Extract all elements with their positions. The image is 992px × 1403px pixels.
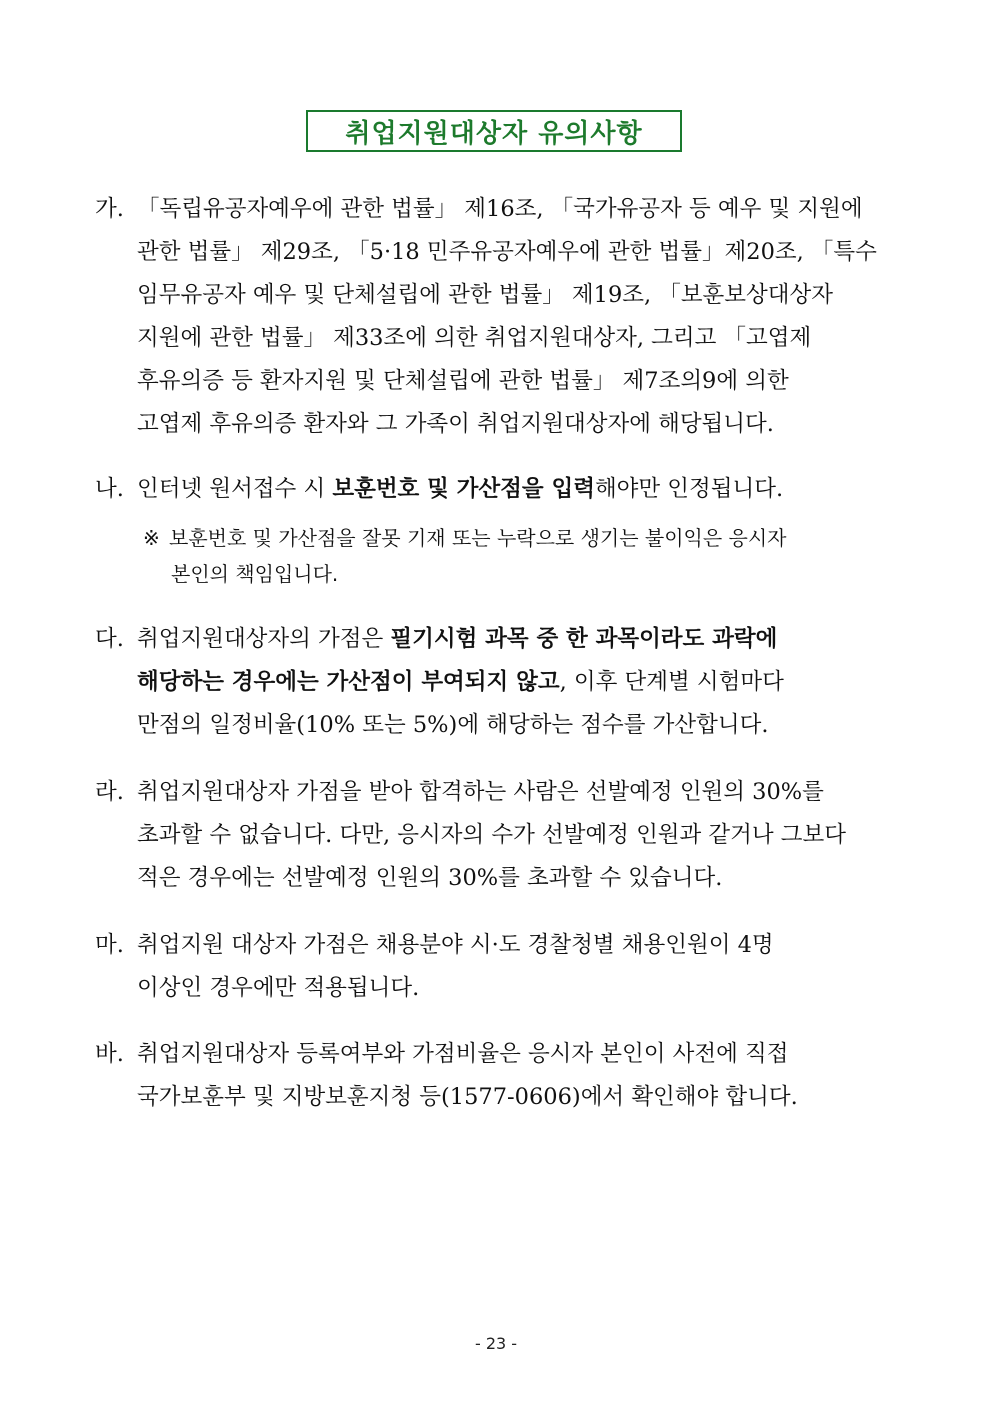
paragraph-line — [137, 618, 777, 661]
paragraph-line: 적은 경우에는 선발예정 인원의 30%를 초과할 수 있습니다. — [137, 865, 723, 891]
title-box — [306, 110, 682, 152]
text-run: 취업지원대상자의 가점은 — [137, 626, 391, 652]
section-marker: 가. — [95, 196, 124, 222]
section-marker: 바. — [95, 1041, 124, 1067]
emphasis-text: 해당하는 경우에는 가산점이 부여되지 않고 — [137, 669, 560, 695]
paragraph-line: 임무유공자 예우 및 단체설립에 관한 법률」 제19조, 「보훈보상대상자 — [137, 282, 833, 308]
paragraph-line: 이상인 경우에만 적용됩니다. — [137, 975, 420, 1001]
section-da — [95, 618, 900, 747]
text-run: 해야만 인정됩니다. — [594, 476, 784, 502]
section-ba — [95, 1033, 900, 1119]
section-ma — [95, 924, 900, 1010]
section-marker: 다. — [95, 626, 124, 652]
note-line: 본인의 책임입니다. — [171, 562, 339, 586]
text-run: , 이후 단계별 시험마다 — [559, 669, 784, 695]
paragraph-line: 취업지원 대상자 가점은 채용분야 시·도 경찰청별 채용인원이 4명 — [137, 932, 774, 958]
paragraph-line: 취업지원대상자 가점을 받아 합격하는 사람은 선발예정 인원의 30%를 — [137, 779, 824, 805]
paragraph-line: 「독립유공자예우에 관한 법률」 제16조, 「국가유공자 등 예우 및 지원에 — [137, 196, 863, 222]
paragraph-line: 후유의증 등 환자지원 및 단체설립에 관한 법률」 제7조의9에 의한 — [137, 368, 789, 394]
paragraph-line: 고엽제 후유의증 환자와 그 가족이 취업지원대상자에 해당됩니다. — [137, 411, 774, 437]
section-ra — [95, 771, 900, 900]
paragraph-line: 만점의 일정비율(10% 또는 5%)에 해당하는 점수를 가산합니다. — [137, 712, 769, 738]
paragraph-line: 국가보훈부 및 지방보훈지청 등(1577-0606)에서 확인해야 합니다. — [137, 1084, 798, 1110]
section-marker: 라. — [95, 779, 124, 805]
note-line: 보훈번호 및 가산점을 잘못 기재 또는 누락으로 생기는 불이익은 응시자 — [169, 526, 787, 550]
section-marker: 마. — [95, 932, 124, 958]
emphasis-text: 필기시험 과목 중 한 과목이라도 과락에 — [390, 626, 778, 652]
section-na-note — [95, 520, 900, 592]
paragraph-line: 관한 법률」 제29조, 「5·18 민주유공자예우에 관한 법률」제20조, 「특수 — [137, 239, 877, 265]
section-ga — [95, 188, 900, 446]
paragraph-line: 취업지원대상자 등록여부와 가점비율은 응시자 본인이 사전에 직접 — [137, 1041, 789, 1067]
section-na — [95, 468, 900, 511]
paragraph-line: 초과할 수 없습니다. 다만, 응시자의 수가 선발예정 인원과 같거나 그보다 — [137, 822, 846, 848]
paragraph-line — [137, 468, 783, 511]
emphasis-text: 보훈번호 및 가산점을 입력 — [332, 476, 595, 502]
section-marker: 나. — [95, 476, 124, 502]
page-title: 취업지원대상자 유의사항 — [345, 118, 643, 149]
paragraph-line: 지원에 관한 법률」 제33조에 의한 취업지원대상자, 그리고 「고엽제 — [137, 325, 812, 351]
note-mark: ※ — [143, 526, 160, 550]
paragraph-line — [137, 661, 784, 704]
page-number: - 23 - — [474, 1334, 518, 1353]
text-run: 인터넷 원서접수 시 — [137, 476, 333, 502]
